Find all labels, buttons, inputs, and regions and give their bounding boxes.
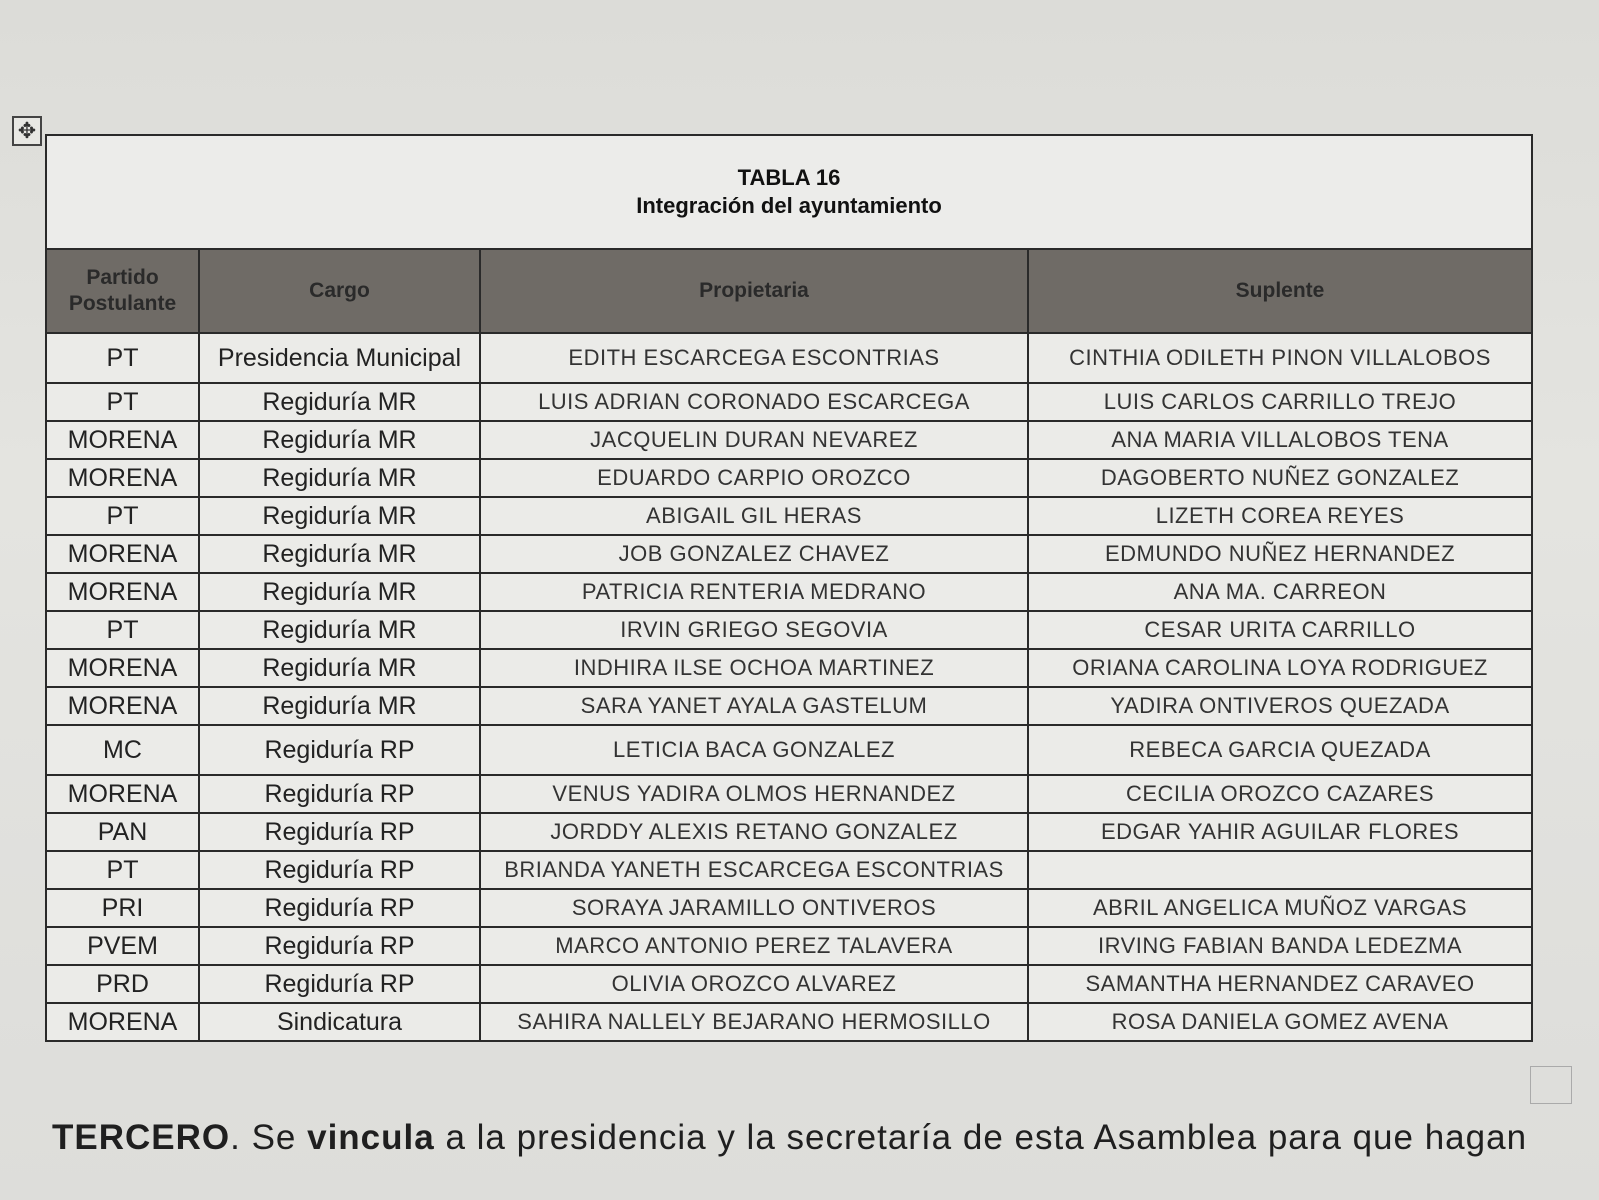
table-row bbox=[46, 497, 1532, 535]
cell-partido: MORENA bbox=[46, 573, 199, 611]
cell-propietaria: JOB GONZALEZ CHAVEZ bbox=[480, 535, 1028, 573]
cell-propietaria: JACQUELIN DURAN NEVAREZ bbox=[480, 421, 1028, 459]
footer-bold-tercero: TERCERO bbox=[52, 1118, 231, 1157]
cell-propietaria: PATRICIA RENTERIA MEDRANO bbox=[480, 573, 1028, 611]
cell-suplente: CECILIA OROZCO CAZARES bbox=[1028, 775, 1532, 813]
cell-partido: MORENA bbox=[46, 1003, 199, 1041]
cell-partido: PT bbox=[46, 611, 199, 649]
table-row bbox=[46, 775, 1532, 813]
cell-suplente: LIZETH COREA REYES bbox=[1028, 497, 1532, 535]
cell-propietaria: JORDDY ALEXIS RETANO GONZALEZ bbox=[480, 813, 1028, 851]
cell-propietaria: SORAYA JARAMILLO ONTIVEROS bbox=[480, 889, 1028, 927]
cell-suplente: CINTHIA ODILETH PINON VILLALOBOS bbox=[1028, 333, 1532, 383]
cell-partido: PT bbox=[46, 497, 199, 535]
cell-cargo: Regiduría MR bbox=[199, 687, 480, 725]
cell-cargo: Regiduría RP bbox=[199, 775, 480, 813]
table-row bbox=[46, 573, 1532, 611]
cell-partido: MORENA bbox=[46, 459, 199, 497]
cell-suplente: DAGOBERTO NUÑEZ GONZALEZ bbox=[1028, 459, 1532, 497]
table-row bbox=[46, 1003, 1532, 1041]
move-arrows-icon[interactable]: ✥ bbox=[12, 116, 42, 146]
cell-cargo: Regiduría MR bbox=[199, 649, 480, 687]
cell-partido: MORENA bbox=[46, 775, 199, 813]
cell-suplente: ABRIL ANGELICA MUÑOZ VARGAS bbox=[1028, 889, 1532, 927]
cell-propietaria: VENUS YADIRA OLMOS HERNANDEZ bbox=[480, 775, 1028, 813]
header-propietaria: Propietaria bbox=[480, 249, 1028, 333]
cell-suplente: REBECA GARCIA QUEZADA bbox=[1028, 725, 1532, 775]
cell-partido: MORENA bbox=[46, 649, 199, 687]
cell-propietaria: INDHIRA ILSE OCHOA MARTINEZ bbox=[480, 649, 1028, 687]
cell-suplente: EDMUNDO NUÑEZ HERNANDEZ bbox=[1028, 535, 1532, 573]
cell-suplente: EDGAR YAHIR AGUILAR FLORES bbox=[1028, 813, 1532, 851]
cell-partido: MC bbox=[46, 725, 199, 775]
table-title bbox=[46, 135, 1532, 249]
table-row bbox=[46, 535, 1532, 573]
footer-bold-vincula: vincula bbox=[307, 1118, 435, 1157]
cell-propietaria: SAHIRA NALLELY BEJARANO HERMOSILLO bbox=[480, 1003, 1028, 1041]
cell-suplente: YADIRA ONTIVEROS QUEZADA bbox=[1028, 687, 1532, 725]
cell-suplente: SAMANTHA HERNANDEZ CARAVEO bbox=[1028, 965, 1532, 1003]
cell-propietaria: BRIANDA YANETH ESCARCEGA ESCONTRIAS bbox=[480, 851, 1028, 889]
cell-partido: PRI bbox=[46, 889, 199, 927]
cell-propietaria: IRVIN GRIEGO SEGOVIA bbox=[480, 611, 1028, 649]
cell-suplente bbox=[1028, 851, 1532, 889]
cell-cargo: Regiduría RP bbox=[199, 813, 480, 851]
cell-suplente: ROSA DANIELA GOMEZ AVENA bbox=[1028, 1003, 1532, 1041]
cell-propietaria: LETICIA BACA GONZALEZ bbox=[480, 725, 1028, 775]
cell-partido: PRD bbox=[46, 965, 199, 1003]
cell-suplente: ANA MARIA VILLALOBOS TENA bbox=[1028, 421, 1532, 459]
cell-partido: PAN bbox=[46, 813, 199, 851]
cell-cargo: Regiduría MR bbox=[199, 573, 480, 611]
table-row bbox=[46, 889, 1532, 927]
table-row bbox=[46, 421, 1532, 459]
cell-partido: MORENA bbox=[46, 421, 199, 459]
header-partido-line2: Postulante bbox=[68, 292, 177, 315]
table-row bbox=[46, 725, 1532, 775]
cell-cargo: Regiduría MR bbox=[199, 383, 480, 421]
table-row bbox=[46, 333, 1532, 383]
table-row bbox=[46, 927, 1532, 965]
cell-partido: PT bbox=[46, 383, 199, 421]
cell-cargo: Presidencia Municipal bbox=[199, 333, 480, 383]
cell-cargo: Regiduría MR bbox=[199, 611, 480, 649]
cell-cargo: Regiduría RP bbox=[199, 927, 480, 965]
table-row bbox=[46, 649, 1532, 687]
cell-propietaria: MARCO ANTONIO PEREZ TALAVERA bbox=[480, 927, 1028, 965]
integration-table bbox=[45, 134, 1533, 1042]
cell-propietaria: SARA YANET AYALA GASTELUM bbox=[480, 687, 1028, 725]
cell-cargo: Sindicatura bbox=[199, 1003, 480, 1041]
table-row bbox=[46, 851, 1532, 889]
table-header-row bbox=[46, 249, 1532, 333]
cell-propietaria: LUIS ADRIAN CORONADO ESCARCEGA bbox=[480, 383, 1028, 421]
cell-partido: PVEM bbox=[46, 927, 199, 965]
header-suplente: Suplente bbox=[1028, 249, 1532, 333]
cell-propietaria: OLIVIA OROZCO ALVAREZ bbox=[480, 965, 1028, 1003]
table-row bbox=[46, 687, 1532, 725]
cell-propietaria: ABIGAIL GIL HERAS bbox=[480, 497, 1028, 535]
table-row bbox=[46, 813, 1532, 851]
cell-cargo: Regiduría MR bbox=[199, 535, 480, 573]
cell-partido: PT bbox=[46, 333, 199, 383]
table-row bbox=[46, 383, 1532, 421]
header-partido-line1: Partido bbox=[86, 266, 159, 289]
table-row bbox=[46, 459, 1532, 497]
cell-suplente: IRVING FABIAN BANDA LEDEZMA bbox=[1028, 927, 1532, 965]
cell-suplente: LUIS CARLOS CARRILLO TREJO bbox=[1028, 383, 1532, 421]
cell-partido: MORENA bbox=[46, 535, 199, 573]
table-title-line2: Integración del ayuntamiento bbox=[636, 193, 942, 218]
table-row bbox=[46, 965, 1532, 1003]
cell-propietaria: EDITH ESCARCEGA ESCONTRIAS bbox=[480, 333, 1028, 383]
cell-cargo: Regiduría MR bbox=[199, 421, 480, 459]
footer-text-1: . Se bbox=[230, 1118, 308, 1157]
cell-cargo: Regiduría RP bbox=[199, 965, 480, 1003]
table-title-line1: TABLA 16 bbox=[737, 165, 841, 190]
cell-cargo: Regiduría RP bbox=[199, 725, 480, 775]
cell-cargo: Regiduría MR bbox=[199, 459, 480, 497]
cell-suplente: ANA MA. CARREON bbox=[1028, 573, 1532, 611]
footer-text-2: a la presidencia y la secretaría de esta Asamblea para que hagan bbox=[434, 1118, 1528, 1157]
cell-partido: PT bbox=[46, 851, 199, 889]
table-row bbox=[46, 611, 1532, 649]
cell-cargo: Regiduría RP bbox=[199, 851, 480, 889]
cell-partido: MORENA bbox=[46, 687, 199, 725]
table-body bbox=[46, 333, 1532, 1041]
footer-paragraph bbox=[52, 1118, 1532, 1158]
page-corner-marker bbox=[1530, 1066, 1572, 1104]
cell-suplente: CESAR URITA CARRILLO bbox=[1028, 611, 1532, 649]
header-cargo: Cargo bbox=[199, 249, 480, 333]
cell-cargo: Regiduría RP bbox=[199, 889, 480, 927]
cell-cargo: Regiduría MR bbox=[199, 497, 480, 535]
header-partido bbox=[46, 249, 199, 333]
cell-propietaria: EDUARDO CARPIO OROZCO bbox=[480, 459, 1028, 497]
cell-suplente: ORIANA CAROLINA LOYA RODRIGUEZ bbox=[1028, 649, 1532, 687]
